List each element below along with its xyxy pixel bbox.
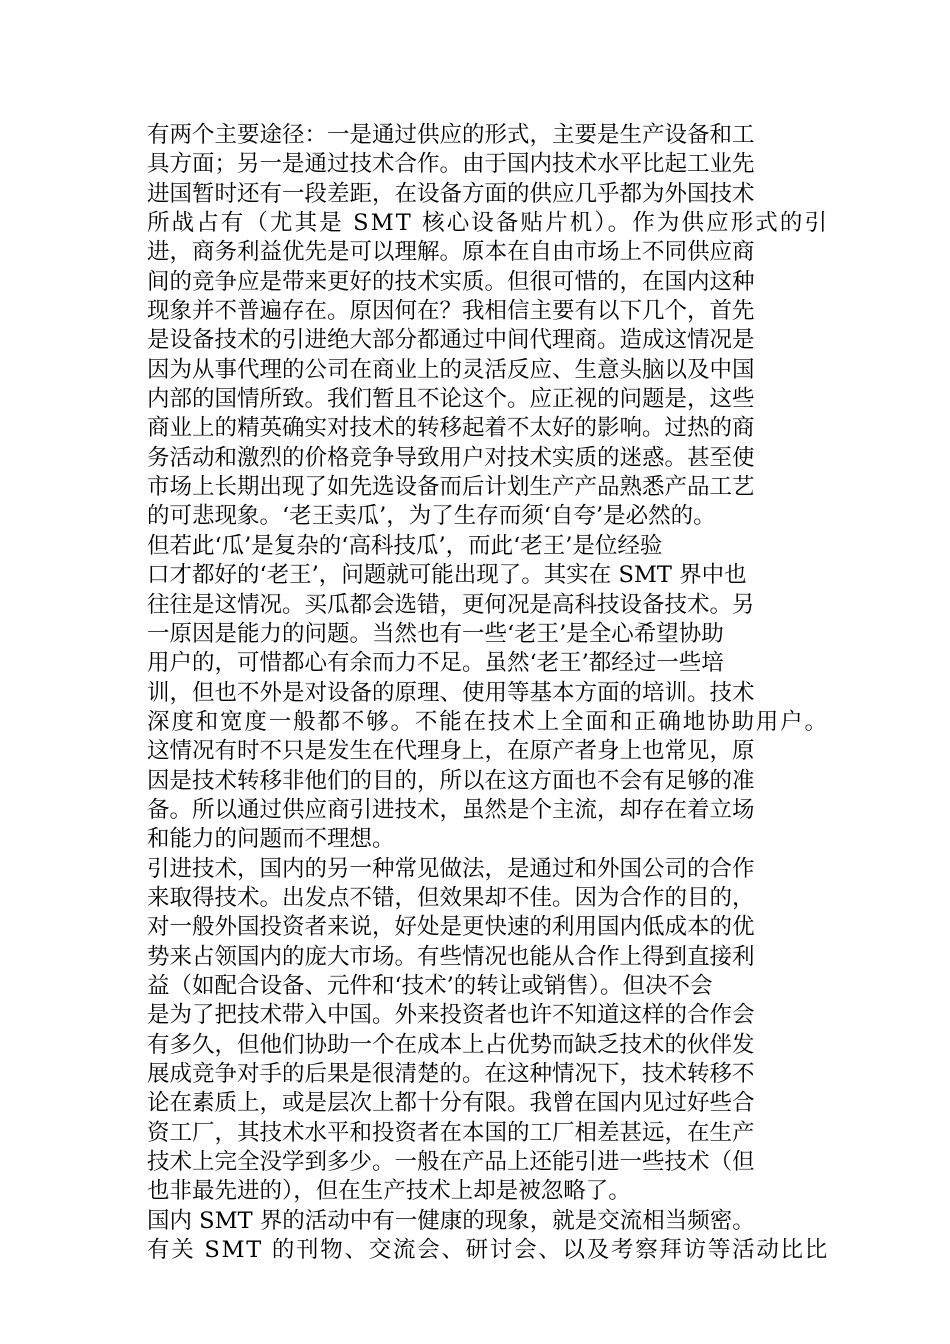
text-line: 展成竞争对手的后果是很清楚的。在这种情况下，技术转移不 (147, 1061, 755, 1087)
text-line: 备。所以通过供应商引进技术，虽然是个主流，却存在着立场 (147, 796, 755, 823)
text-line: 市场上长期出现了如先选设备而后计划生产产品熟悉产品工艺 (147, 474, 755, 501)
text-line: 资工厂，其技术水平和投资者在本国的工厂相差甚远，在生产 (147, 1119, 755, 1146)
text-line: 对一般外国投资者来说，好处是更快速的利用国内低成本的优 (147, 914, 755, 941)
text-line: 论在素质上，或是层次上都十分有限。我曾在国内见过好些合 (147, 1090, 755, 1117)
text-line: 技术上完全没学到多少。一般在产品上还能引进一些技术（但 (147, 1149, 755, 1176)
text-line: 用户的，可惜都心有余而力不足。虽然‘老王’都经过一些培 (147, 650, 724, 677)
text-line: 所战占有（尤其是 SMT 核心设备贴片机）。作为供应形式的引 (147, 210, 830, 237)
text-line: 务活动和激烈的价格竞争导致用户对技术实质的迷惑。甚至使 (147, 444, 755, 471)
text-line: 益（如配合设备、元件和‘技术’的转让或销售）。但决不会 (147, 972, 713, 999)
text-line: 现象并不普遍存在。原因何在？我相信主要有以下几个，首先 (147, 298, 755, 325)
text-line: 有多久，但他们协助一个在成本上占优势而缺乏技术的伙伴发 (147, 1031, 755, 1058)
text-line: 但若此‘瓜’是复杂的‘高科技瓜’，而此‘老王’是位经验 (147, 532, 663, 559)
text-line: 口才都好的‘老王’，问题就可能出现了。其实在 SMT 界中也 (147, 562, 747, 589)
text-line: 引进技术，国内的另一种常见做法，是通过和外国公司的合作 (147, 855, 755, 882)
text-line: 有两个主要途径：一是通过供应的形式，主要是生产设备和工 (147, 122, 755, 148)
text-line: 是设备技术的引进绝大部分都通过中间代理商。造成这情况是 (147, 327, 755, 354)
text-line: 是为了把技术带入中国。外来投资者也许不知道这样的合作会 (147, 1002, 755, 1029)
text-line: 这情况有时不只是发生在代理身上，在原产者身上也常见，原 (147, 738, 755, 765)
text-line: 因为从事代理的公司在商业上的灵活反应、生意头脑以及中国 (147, 356, 755, 383)
text-line: 一原因是能力的问题。当然也有一些‘老王’是全心希望协助 (147, 620, 724, 647)
text-line: 和能力的问题而不理想。 (147, 826, 395, 853)
text-line: 势来占领国内的庞大市场。有些情况也能从合作上得到直接利 (147, 943, 755, 970)
text-line: 内部的国情所致。我们暂且不论这个。应正视的问题是，这些 (147, 386, 755, 413)
text-line: 也非最先进的），但在生产技术上却是被忽略了。 (147, 1178, 631, 1205)
text-line: 间的竞争应是带来更好的技术实质。但很可惜的，在国内这种 (147, 268, 755, 295)
text-line: 国内 SMT 界的活动中有一健康的现象，就是交流相当频密。 (147, 1207, 755, 1234)
text-line: 因是技术转移非他们的目的，所以在这方面也不会有足够的准 (147, 767, 755, 794)
text-line: 的可悲现象。‘老王卖瓜’，为了生存而须‘自夸’是必然的。 (147, 503, 716, 530)
text-line: 具方面；另一是通过技术合作。由于国内技术水平比起工业先 (147, 151, 755, 178)
text-line: 商业上的精英确实对技术的转移起着不太好的影响。过热的商 (147, 415, 755, 442)
text-line: 来取得技术。出发点不错，但效果却不佳。因为合作的目的， (147, 884, 755, 911)
text-line: 有关 SMT 的刊物、交流会、研讨会、以及考察拜访等活动比比 (147, 1237, 829, 1264)
text-line: 进国暂时还有一段差距，在设备方面的供应几乎都为外国技术 (147, 180, 755, 207)
text-line: 进，商务利益优先是可以理解。原本在自由市场上不同供应商 (147, 239, 755, 266)
text-line: 训，但也不外是对设备的原理、使用等基本方面的培训。技术 (147, 679, 755, 706)
body-text (147, 121, 830, 1265)
text-line: 深度和宽度一般都不够。不能在技术上全面和正确地协助用户。 (147, 708, 829, 735)
text-line: 往往是这情况。买瓜都会选错，更何况是高科技设备技术。另 (147, 591, 755, 618)
